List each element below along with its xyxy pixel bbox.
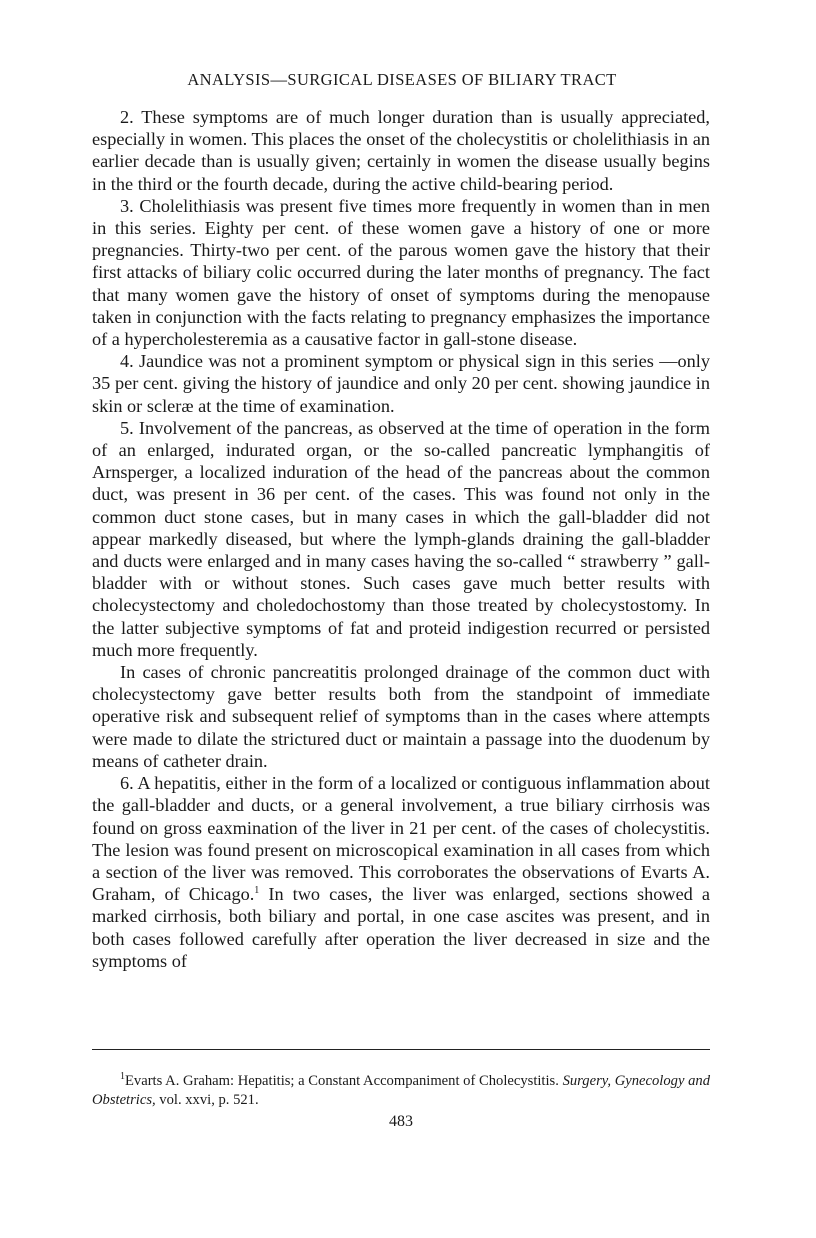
footnote-journal: Surgery, Gynecology and Obstetrics, xyxy=(92,1073,710,1108)
footnote-text: Evarts A. Graham: Hepatitis; a Constant Accompaniment of Cholecystitis. xyxy=(125,1073,559,1089)
footnote-rule xyxy=(92,1049,710,1050)
footnote-entry xyxy=(92,1072,710,1110)
paragraph-point-6-continuation: In two cases, the liver was enlarged, sections showed a marked cirrhosis, both biliary and portal, in one case ascites was present, and in both cases followed carefully after operation the liver decreased in size and the symptoms of xyxy=(92,884,710,971)
footnote xyxy=(92,1072,710,1110)
paragraph-point-5: 5. Involvement of the pancreas, as observed at the time of operation in the form of an enlarged, indurated organ, or the so-called pancreatic lymphangitis of Arnsperger, a localized induration of the head of the pancreas about the common duct, was present in 36 per cent. of the cases. This was found not only in the common duct stone cases, but in many cases in which the gall-bladder did not appear markedly diseased, but where the lymph-glands draining the gall-bladder and ducts were enlarged and in many cases having the so-called “ strawberry ” gall-bladder with or without stones. Such cases gave much better results with cholecystectomy and choledochostomy than those treated by cholecystostomy. In the latter subjective symptoms of fat and proteid indigestion recurred or persisted much more frequently. xyxy=(92,417,710,660)
paragraph-point-2: 2. These symptoms are of much longer duration than is usually appreciated, especially in women. This places the onset of the cholecystitis or cholelithiasis in an earlier decade than is usually given; certainly in women the disease usually begins in the third or the fourth decade, during the active child-bearing period. xyxy=(92,107,710,194)
paragraph-pancreatitis: In cases of chronic pancreatitis prolonged drainage of the common duct with cholecystectomy gave better results both from the standpoint of immediate operative risk and subsequent relief of symptoms than in the cases where attempts were made to dilate the strictured duct or maintain a passage into the duodenum by means of catheter drain. xyxy=(92,662,710,771)
paragraph-point-4: 4. Jaundice was not a prominent symptom or physical sign in this series —only 35 per cent. giving the history of jaundice and only 20 per cent. showing jaundice in skin or scleræ at the time of examination. xyxy=(92,351,710,416)
running-title: ANALYSIS—SURGICAL DISEASES OF BILIARY TRACT xyxy=(187,70,617,89)
page-number: 483 xyxy=(389,1113,413,1130)
paragraph-point-6-text: 6. A hepatitis, either in the form of a localized or contiguous inflammation about the gall-bladder and ducts, or a general involvement, a true biliary cirrhosis was found on gross eaxmination of the liver in 21 per cent. of the cases of cholecystitis. The lesion was found present on microscopical examination in all cases from which a section of the liver was removed. This corroborates the observations of Evarts A. Graham, of Chicago. xyxy=(92,773,710,905)
paragraph-point-3: 3. Cholelithiasis was present five times more frequently in women than in men in this series. Eighty per cent. of these women gave a history of one or more pregnancies. Thirty-two per cent. of the parous women gave the history that their first attacks of biliary colic occurred during the later months of pregnancy. The fact that many women gave the history of onset of symptoms during the menopause taken in conjunction with the facts relating to pregnancy emphasizes the importance of a hypercholesteremia as a causative factor in gall-stone disease. xyxy=(92,195,710,350)
footnote-reference: 1 xyxy=(254,885,260,897)
body-text xyxy=(92,106,710,972)
paragraph-point-6 xyxy=(92,772,710,972)
footnote-citation: vol. xxvi, p. 521. xyxy=(155,1092,259,1108)
footnote-marker: 1 xyxy=(120,1071,125,1083)
